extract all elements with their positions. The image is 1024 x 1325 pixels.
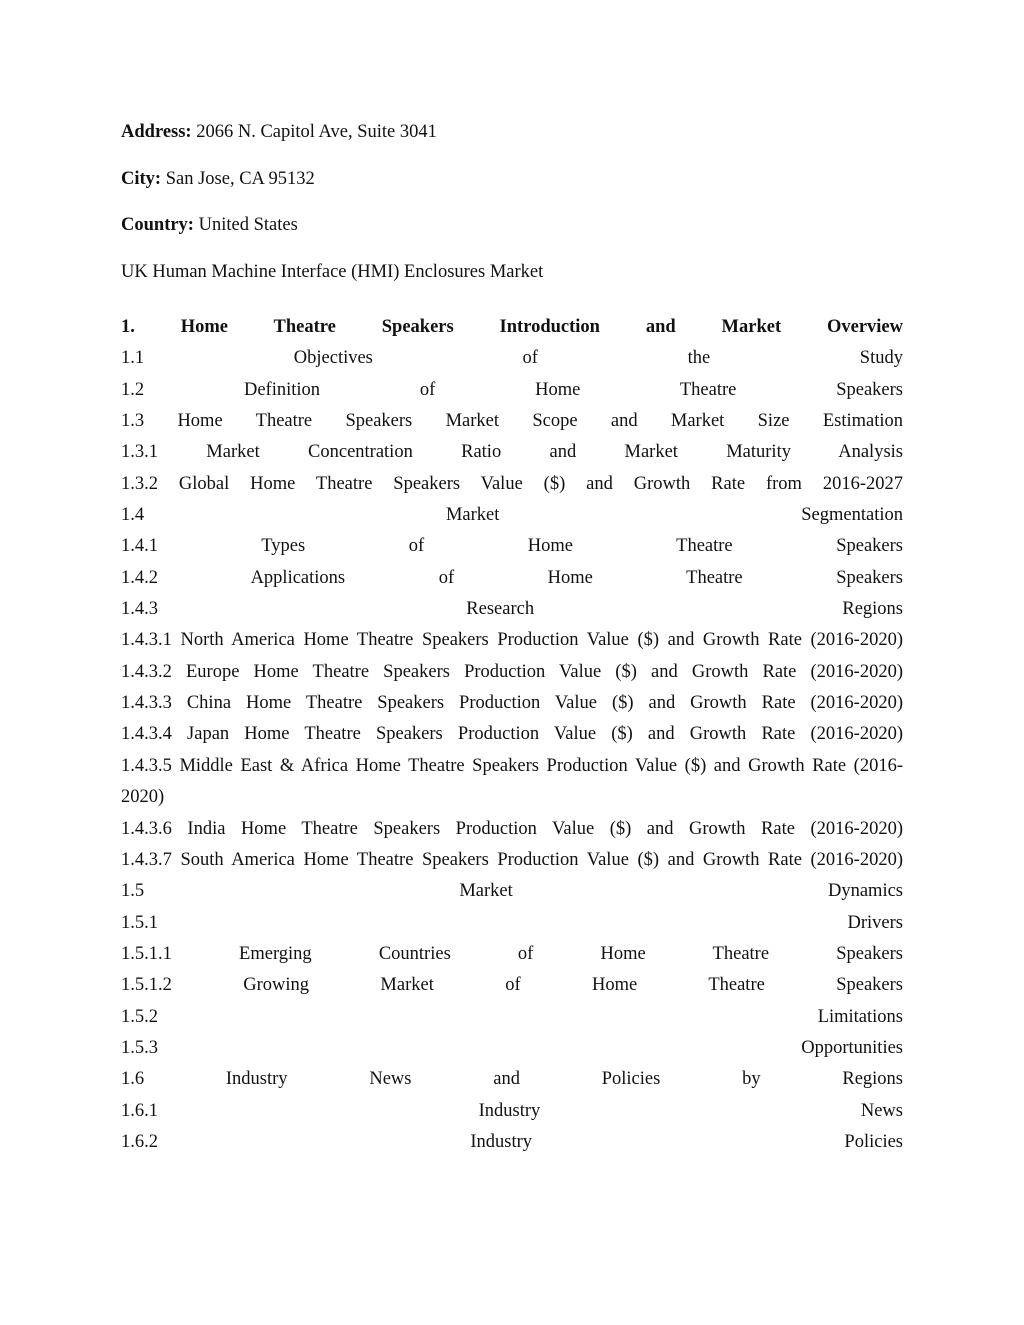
country-value: United States: [198, 215, 298, 235]
toc-item: 1.4.3.2 Europe Home Theatre Speakers Production Value ($) and Growth Rate (2016-2020): [121, 661, 903, 682]
toc-item: 1.4.3 Research Regions: [121, 599, 903, 620]
toc-item: 1.2 Definition of Home Theatre Speakers: [121, 379, 903, 400]
toc-item: 1.1 Objectives of the Study: [121, 348, 903, 369]
toc-item: 1.5.2 Limitations: [121, 1006, 903, 1027]
toc-item: 1.4.2 Applications of Home Theatre Speakers: [121, 567, 903, 588]
toc-item-wrapped-line2: 2020): [121, 787, 165, 808]
toc-item: 1.5 Market Dynamics: [121, 881, 903, 902]
document-title: UK Human Machine Interface (HMI) Enclosures Market: [121, 262, 544, 282]
toc-heading: 1. Home Theatre Speakers Introduction and Market Overview: [121, 317, 903, 337]
address-value: 2066 N. Capitol Ave, Suite 3041: [196, 122, 437, 142]
toc-item: 1.3.2 Global Home Theatre Speakers Value ($) and Growth Rate from 2016-2027: [121, 473, 903, 494]
toc-item: 1.6 Industry News and Policies by Regions: [121, 1069, 903, 1090]
toc-item: 1.5.1.1 Emerging Countries of Home Theatre Speakers: [121, 943, 903, 964]
address-line: [121, 121, 437, 143]
toc-item: 1.6.2 Industry Policies: [121, 1131, 903, 1152]
address-label: Address:: [121, 122, 192, 142]
toc-item-wrapped-line1: 1.4.3.5 Middle East & Africa Home Theatre Speakers Production Value ($) and Growth Rate (2016-: [121, 755, 903, 776]
toc-item: 1.4.3.4 Japan Home Theatre Speakers Production Value ($) and Growth Rate (2016-2020): [121, 724, 903, 745]
toc-item: 1.5.1.2 Growing Market of Home Theatre Speakers: [121, 975, 903, 996]
toc-item: 1.5.1 Drivers: [121, 912, 903, 933]
toc-item: 1.4.1 Types of Home Theatre Speakers: [121, 536, 903, 557]
toc-item: 1.5.3 Opportunities: [121, 1037, 903, 1058]
toc-item: 1.4.3.6 India Home Theatre Speakers Production Value ($) and Growth Rate (2016-2020): [121, 818, 903, 839]
toc-item: 1.4 Market Segmentation: [121, 505, 903, 526]
toc-item: 1.4.3.7 South America Home Theatre Speakers Production Value ($) and Growth Rate (2016-2020): [121, 849, 903, 870]
toc-item: 1.3.1 Market Concentration Ratio and Market Maturity Analysis: [121, 442, 903, 463]
toc-item: 1.4.3.3 China Home Theatre Speakers Production Value ($) and Growth Rate (2016-2020): [121, 693, 903, 714]
city-line: [121, 168, 315, 190]
city-value: San Jose, CA 95132: [165, 169, 315, 189]
country-line: [121, 214, 298, 236]
toc-item: 1.4.3.1 North America Home Theatre Speakers Production Value ($) and Growth Rate (2016-2020): [121, 630, 903, 651]
toc-item: 1.6.1 Industry News: [121, 1100, 903, 1121]
toc-item: 1.3 Home Theatre Speakers Market Scope and Market Size Estimation: [121, 411, 903, 432]
city-label: City:: [121, 169, 162, 189]
table-of-contents: [121, 316, 903, 1162]
toc-item-wrapped: [121, 755, 903, 818]
country-label: Country:: [121, 215, 194, 235]
